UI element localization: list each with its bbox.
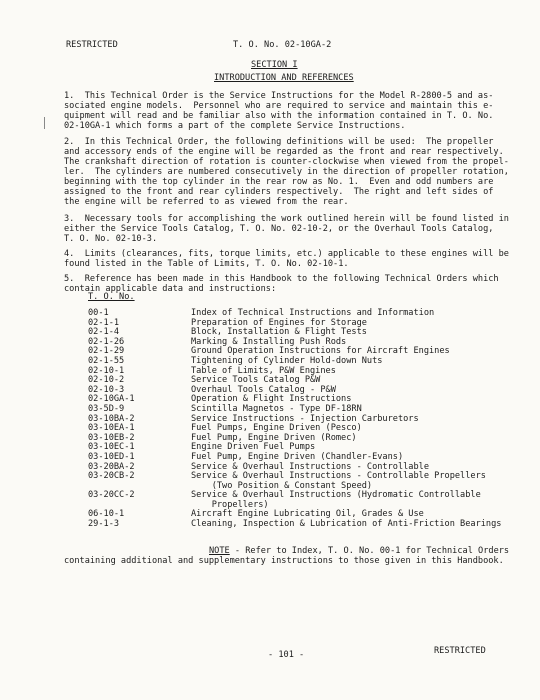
to-number: 02-1-4: [88, 327, 120, 338]
table-row: [88, 423, 528, 433]
table-row: [88, 356, 528, 366]
paragraph-line: 1. This Technical Order is the Service Instructions for the Model R-2800-5 and as-: [64, 91, 494, 101]
paragraph-3: [64, 214, 524, 244]
paragraph-1: [64, 91, 524, 131]
paragraph-line: and accessory ends of the engine will be regarded as the front and rear respectively.: [64, 147, 504, 157]
to-number: 02-1-26: [88, 336, 125, 347]
footer-classification: RESTRICTED: [434, 646, 486, 656]
to-description: (Two Position & Constant Speed): [191, 480, 373, 491]
table-row: [88, 433, 528, 443]
to-number: 06-10-1: [88, 509, 125, 520]
to-number: 02-10-2: [88, 375, 125, 386]
paragraph-line: The crankshaft direction of rotation is counter-clockwise when viewed from the propel-: [64, 157, 509, 167]
note-line: containing additional and supplementary instructions to those given in this Handbook.: [64, 556, 504, 566]
to-number: 02-10-3: [88, 384, 125, 395]
to-number: 03-10ED-1: [88, 451, 135, 462]
to-description: Scintilla Magnetos - Type DF-18RN: [191, 403, 362, 414]
to-number: 03-5D-9: [88, 403, 125, 414]
paragraph-line: 02-10GA-1 which forms a part of the complete Service Instructions.: [64, 121, 406, 131]
paragraph-line: 3. Necessary tools for accomplishing the work outlined herein will be found listed in: [64, 214, 509, 224]
to-number: 29-1-3: [88, 519, 120, 530]
to-description: Service & Overhaul Instructions - Controllable Propellers: [191, 471, 486, 482]
to-description: Tightening of Cylinder Hold-down Nuts: [191, 355, 383, 366]
to-description: Fuel Pumps, Engine Driven (Pesco): [191, 423, 362, 434]
to-number: 02-1-1: [88, 317, 120, 328]
paragraph-line: 4. Limits (clearances, fits, torque limits, etc.) applicable to these engines will be: [64, 249, 509, 259]
section-subtitle: INTRODUCTION AND REFERENCES: [214, 73, 354, 83]
to-number: 03-20CC-2: [88, 490, 135, 501]
to-description: Index of Technical Instructions and Information: [191, 308, 435, 318]
paragraph-line: ler. The cylinders are numbered consecutively in the direction of propeller rotation,: [64, 167, 509, 177]
to-number: 02-1-29: [88, 346, 125, 357]
to-number: 03-10EB-2: [88, 432, 135, 443]
to-description: Preparation of Engines for Storage: [191, 317, 367, 328]
paragraph-line: 5. Reference has been made in this Handbook to the following Technical Orders which: [64, 274, 499, 284]
reference-table: [88, 308, 528, 529]
to-description: Service & Overhaul Instructions - Controllable: [191, 461, 429, 472]
to-description: Marking & Installing Push Rods: [191, 336, 347, 347]
table-row: [88, 490, 528, 500]
note-text: - Refer to Index, T. O. No. 00-1 for Technical Orders: [229, 546, 510, 556]
note-label: NOTE: [209, 546, 230, 556]
table-row: [88, 442, 528, 452]
table-row: [88, 337, 528, 347]
to-description: Service & Overhaul Instructions (Hydromatic Controllable: [191, 490, 481, 501]
to-description: Propellers): [191, 499, 269, 510]
to-number: 03-10EC-1: [88, 442, 135, 453]
to-description: Service Instructions - Injection Carburetors: [191, 413, 419, 424]
to-number: 00-1: [88, 308, 109, 318]
paragraph-line: 2. In this Technical Order, the following definitions will be used: The propeller: [64, 137, 494, 147]
to-number-column-header: T. O. No.: [88, 292, 135, 302]
to-description: Overhaul Tools Catalog - P&W: [191, 384, 336, 395]
to-number: 03-10EA-1: [88, 423, 135, 434]
to-description: Engine Driven Fuel Pumps: [191, 442, 316, 453]
to-description: Table of Limits, P&W Engines: [191, 365, 336, 376]
table-row: [88, 375, 528, 385]
to-number: 02-1-55: [88, 355, 125, 366]
to-description: Aircraft Engine Lubricating Oil, Grades & Use: [191, 509, 424, 520]
to-description: Block, Installation & Flight Tests: [191, 327, 367, 338]
header-doc-number: T. O. No. 02-10GA-2: [233, 40, 332, 50]
paragraph-4: [64, 249, 524, 269]
margin-mark: [44, 117, 45, 129]
table-row: [88, 471, 528, 481]
table-row: [88, 385, 528, 395]
header-classification: RESTRICTED: [66, 40, 118, 50]
section-title: SECTION I: [251, 60, 298, 70]
paragraph-line: assigned to the front and rear cylinders respectively. The right and left sides of: [64, 187, 494, 197]
paragraph-line: beginning with the top cylinder in the rear row as No. 1. Even and odd numbers are: [64, 177, 494, 187]
paragraph-line: the engine will be referred to as viewed from the rear.: [64, 197, 349, 207]
table-row: [88, 394, 528, 404]
table-row: [88, 509, 528, 519]
to-description: Service Tools Catalog P&W: [191, 375, 321, 386]
to-description: Operation & Flight Instructions: [191, 394, 352, 405]
table-row: [88, 308, 528, 318]
to-number: 03-20BA-2: [88, 461, 135, 472]
table-row: [88, 452, 528, 462]
table-row: [88, 500, 528, 510]
table-row: [88, 346, 528, 356]
paragraph-line: T. O. No. 02-10-3.: [64, 234, 158, 244]
paragraph-line: either the Service Tools Catalog, T. O. No. 02-10-2, or the Overhaul Tools Catalog,: [64, 224, 494, 234]
table-row: [88, 404, 528, 414]
paragraph-line: found listed in the Table of Limits, T. O. No. 02-10-1.: [64, 259, 349, 269]
table-row: [88, 481, 528, 491]
to-description: Fuel Pump, Engine Driven (Chandler-Evans): [191, 451, 404, 462]
paragraph-2: [64, 137, 524, 207]
to-number: 03-10BA-2: [88, 413, 135, 424]
table-row: [88, 327, 528, 337]
to-description: Ground Operation Instructions for Aircraft Engines: [191, 346, 450, 357]
table-row: [88, 462, 528, 472]
to-description: Fuel Pump, Engine Driven (Romec): [191, 432, 357, 443]
to-number: 02-10-1: [88, 365, 125, 376]
page-number: - 101 -: [268, 650, 305, 660]
paragraph-5: [64, 274, 524, 294]
paragraph-line: sociated engine models. Personnel who are required to service and maintain this e-: [64, 101, 494, 111]
to-number: 02-10GA-1: [88, 394, 135, 405]
paragraph-line: quipment will read and be familiar also with the information contained in T. O. No.: [64, 111, 494, 121]
note-line: [209, 546, 509, 556]
table-row: [88, 318, 528, 328]
paragraph-line: contain applicable data and instructions:: [64, 284, 277, 294]
to-number: 03-20CB-2: [88, 471, 135, 482]
table-row: [88, 519, 528, 529]
table-row: [88, 414, 528, 424]
to-description: Cleaning, Inspection & Lubrication of Anti-Friction Bearings: [191, 519, 502, 530]
table-row: [88, 366, 528, 376]
